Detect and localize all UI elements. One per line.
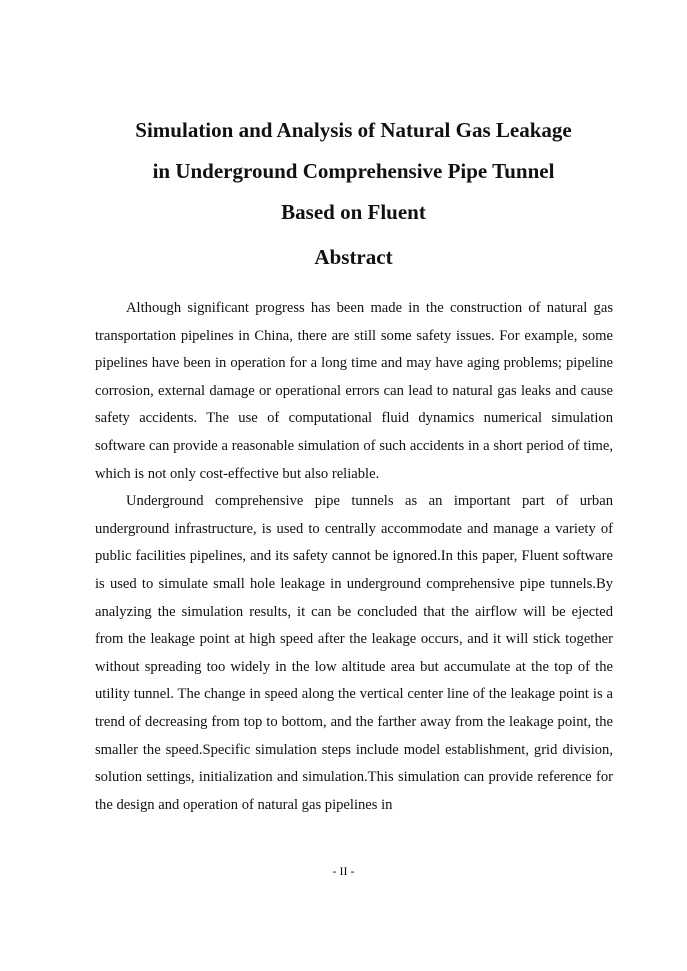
abstract-heading: Abstract <box>314 245 393 269</box>
thesis-title <box>60 110 647 233</box>
title-line-2: in Underground Comprehensive Pipe Tunnel <box>152 159 555 183</box>
abstract-paragraph-2: Underground comprehensive pipe tunnels as an important part of urban underground infrastructure, is used to centrally accommodate and manage a variety of public facilities pipelines, and its safety cannot be ignored.In this paper, Fluent software is used to simulate small hole leakage in underground comprehensive pipe tunnels.By analyzing the simulation results, it can be concluded that the airflow will be ejected from the leakage point at high speed after the leakage occurs, and it will stick together without spreading too widely in the low altitude area but accumulate at the top of the utility tunnel. The change in speed along the vertical center line of the leakage point is a trend of decreasing from top to bottom, and the farther away from the leakage point, the smaller the speed.Specific simulation steps include model establishment, grid division, solution settings, initialization and simulation.This simulation can provide reference for the design and operation of natural gas pipelines in <box>95 493 613 813</box>
title-line-3: Based on Fluent <box>281 200 426 224</box>
page-number: - II - <box>332 864 355 878</box>
title-line-1: Simulation and Analysis of Natural Gas Leakage <box>135 118 572 142</box>
abstract-paragraph-1: Although significant progress has been made in the construction of natural gas transportation pipelines in China, there are still some safety issues. For example, some pipelines have been in operation for a long time and may have aging problems; pipeline corrosion, external damage or operational errors can lead to natural gas leaks and cause safety accidents. The use of computational fluid dynamics numerical simulation software can provide a reasonable simulation of such accidents in a short period of time, which is not only cost-effective but also reliable. <box>95 300 613 482</box>
abstract-body <box>95 295 613 819</box>
